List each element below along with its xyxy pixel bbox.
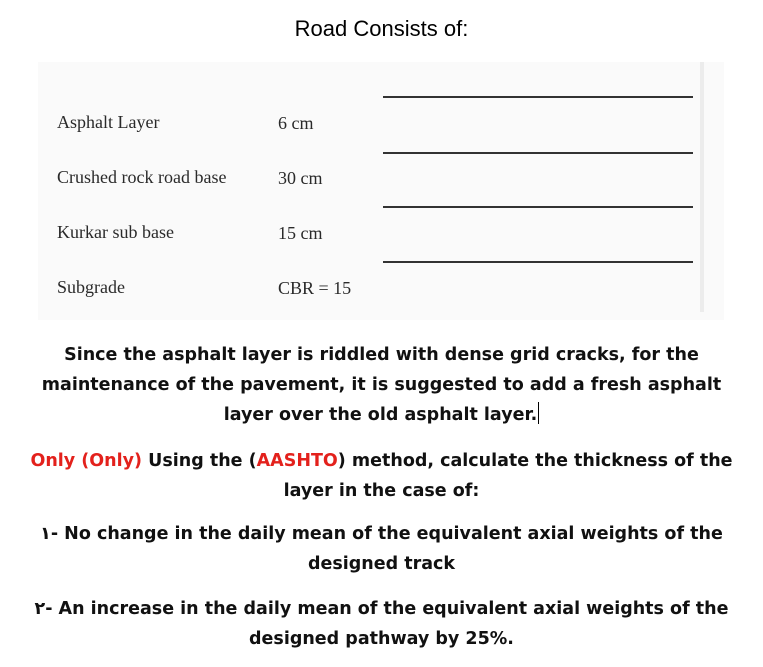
question-rest: ) method, calculate the thickness of the layer in the case of: <box>283 451 733 501</box>
text-cursor <box>538 402 539 424</box>
pavement-diagram <box>38 62 724 320</box>
intro-text: Since the asphalt layer is riddled with dense grid cracks, for the maintenance of the pavement, it is suggested to add a fresh asphalt layer over the old asphalt layer. <box>41 345 722 425</box>
layer-value-subgrade: CBR = 15 <box>278 278 352 298</box>
case-2 <box>20 594 743 654</box>
layer-boundary-line <box>383 96 693 98</box>
method-name: AASHTO <box>256 451 338 471</box>
intro-paragraph <box>20 340 743 430</box>
layer-boundary-line <box>383 206 693 208</box>
layer-thickness-asphalt: 6 cm <box>278 113 314 133</box>
case-1 <box>20 519 743 579</box>
scan-edge <box>700 62 704 312</box>
layer-thickness-subbase: 15 cm <box>278 223 323 243</box>
case-text: - An increase in the daily mean of the equivalent axial weights of the designed pathway by 25%. <box>45 599 729 649</box>
only-parenthetical: (Only) <box>81 451 143 471</box>
question-paragraph <box>20 446 743 506</box>
layer-thickness-base: 30 cm <box>278 168 323 188</box>
case-number: ١ <box>40 524 51 544</box>
case-text: - No change in the daily mean of the equivalent axial weights of the designed track <box>50 524 723 574</box>
layer-name-subgrade: Subgrade <box>57 277 125 297</box>
layer-name-base: Crushed rock road base <box>57 167 227 187</box>
question-using: Using the ( <box>148 451 257 471</box>
only-word: Only <box>30 451 76 471</box>
case-number: ٢ <box>34 599 46 619</box>
layer-boundary-line <box>383 152 693 154</box>
page-title: Road Consists of: <box>294 16 469 41</box>
layer-name-subbase: Kurkar sub base <box>57 222 174 242</box>
layer-name-asphalt: Asphalt Layer <box>57 112 160 132</box>
layer-boundary-line <box>383 261 693 263</box>
